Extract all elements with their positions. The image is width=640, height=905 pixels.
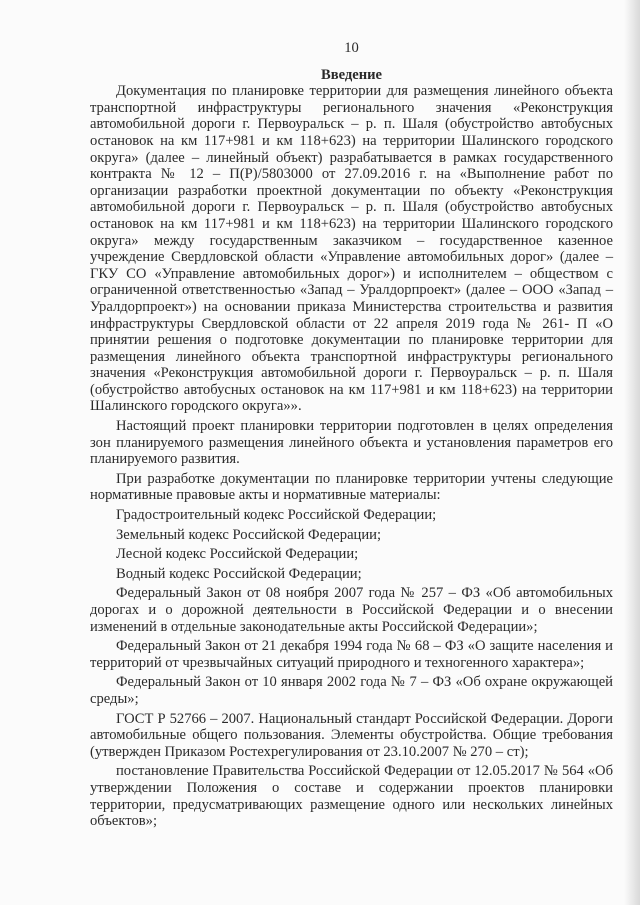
list-item-forest-code: Лесной кодекс Российской Федерации; [116, 546, 359, 563]
list-item-gost: ГОСТ Р 52766 – 2007. Национальный стандарт Российской Федерации. Дороги автомобильные общего пользования. Элементы обустройства. Общие требования (утвержден Приказом Ростехрегулирования от 23.10.2007 № 270 – ст); [90, 710, 613, 760]
list-item-law-257: Федеральный Закон от 08 ноября 2007 года № 257 – ФЗ «Об автомобильных дорогах и о дорожной деятельности в Российской Федерации и о внесении изменений в отдельные законодательные акты Российской Федерации»; [90, 585, 613, 635]
document-page [90, 40, 613, 833]
page-number: 10 [344, 40, 359, 56]
list-item-land-code: Земельный кодекс Российской Федерации; [116, 526, 382, 543]
page-edge-shadow [624, 0, 640, 905]
list-item-decree-564: постановление Правительства Российской Федерации от 12.05.2017 № 564 «Об утверждении Положения о составе и содержании проектов планировки территории, предусматривающих размещение одного или нескольких линейных объектов»; [90, 763, 613, 830]
list-item-law-68: Федеральный Закон от 21 декабря 1994 года № 68 – ФЗ «О защите населения и территорий от чрезвычайных ситуаций природного и техногенного характера»; [90, 638, 613, 671]
paragraph-intro: Документация по планировке территории для размещения линейного объекта транспортной инфраструктуры регионального значения «Реконструкция автомобильной дороги г. Первоуральск – р. п. Шаля (обустройство автобусных остановок на км 117+981 и км 118+623) на территории Шалинского городского округа» (далее – линейный объект) разрабатывается в рамках государственного контракта № 12 – П(Р)/5803000 от 27.09.2016 г. на «Выполнение работ по организации разработки проектной документации по объекту «Реконструкция автомобильной дороги г. Первоуральск – р. п. Шаля (обустройство автобусных остановок на км 117+981 и км 118+623) на территории Шалинского городского округа» между государственным заказчиком – государственное казенное учреждение Свердловской области «Управление автомобильных дорог» (далее – ГКУ СО «Управление автомобильных дорог») и исполнителем – обществом с ограниченной ответственностью «Запад – Уралдорпроект» (далее – ООО «Запад – Уралдорпроект») на основании приказа Министерства строительства и развития инфраструктуры Свердловской области от 22 апреля 2019 года № 261- П «О принятии решения о подготовке документации по планировке территории для размещения линейного объекта транспортной инфраструктуры регионального значения «Реконструкция автомобильной дороги г. Первоуральск – р. п. Шаля (обустройство автобусных остановок на км 117+981 и км 118+623) на территории Шалинского городского округа»». [90, 83, 613, 415]
paragraph-purpose: Настоящий проект планировки территории подготовлен в целях определения зон планируемого размещения линейного объекта и установления параметров его планируемого развития. [90, 418, 613, 468]
list-item-water-code: Водный кодекс Российской Федерации; [116, 565, 362, 582]
paragraph-norms-intro: При разработке документации по планировке территории учтены следующие нормативные правовые акты и нормативные материалы: [90, 470, 613, 504]
list-item-law-7: Федеральный Закон от 10 января 2002 года № 7 – ФЗ «Об охране окружающей среды»; [90, 674, 613, 707]
list-item-urban-code: Градостроительный кодекс Российской Федерации; [116, 507, 437, 524]
section-heading: Введение [320, 66, 383, 83]
